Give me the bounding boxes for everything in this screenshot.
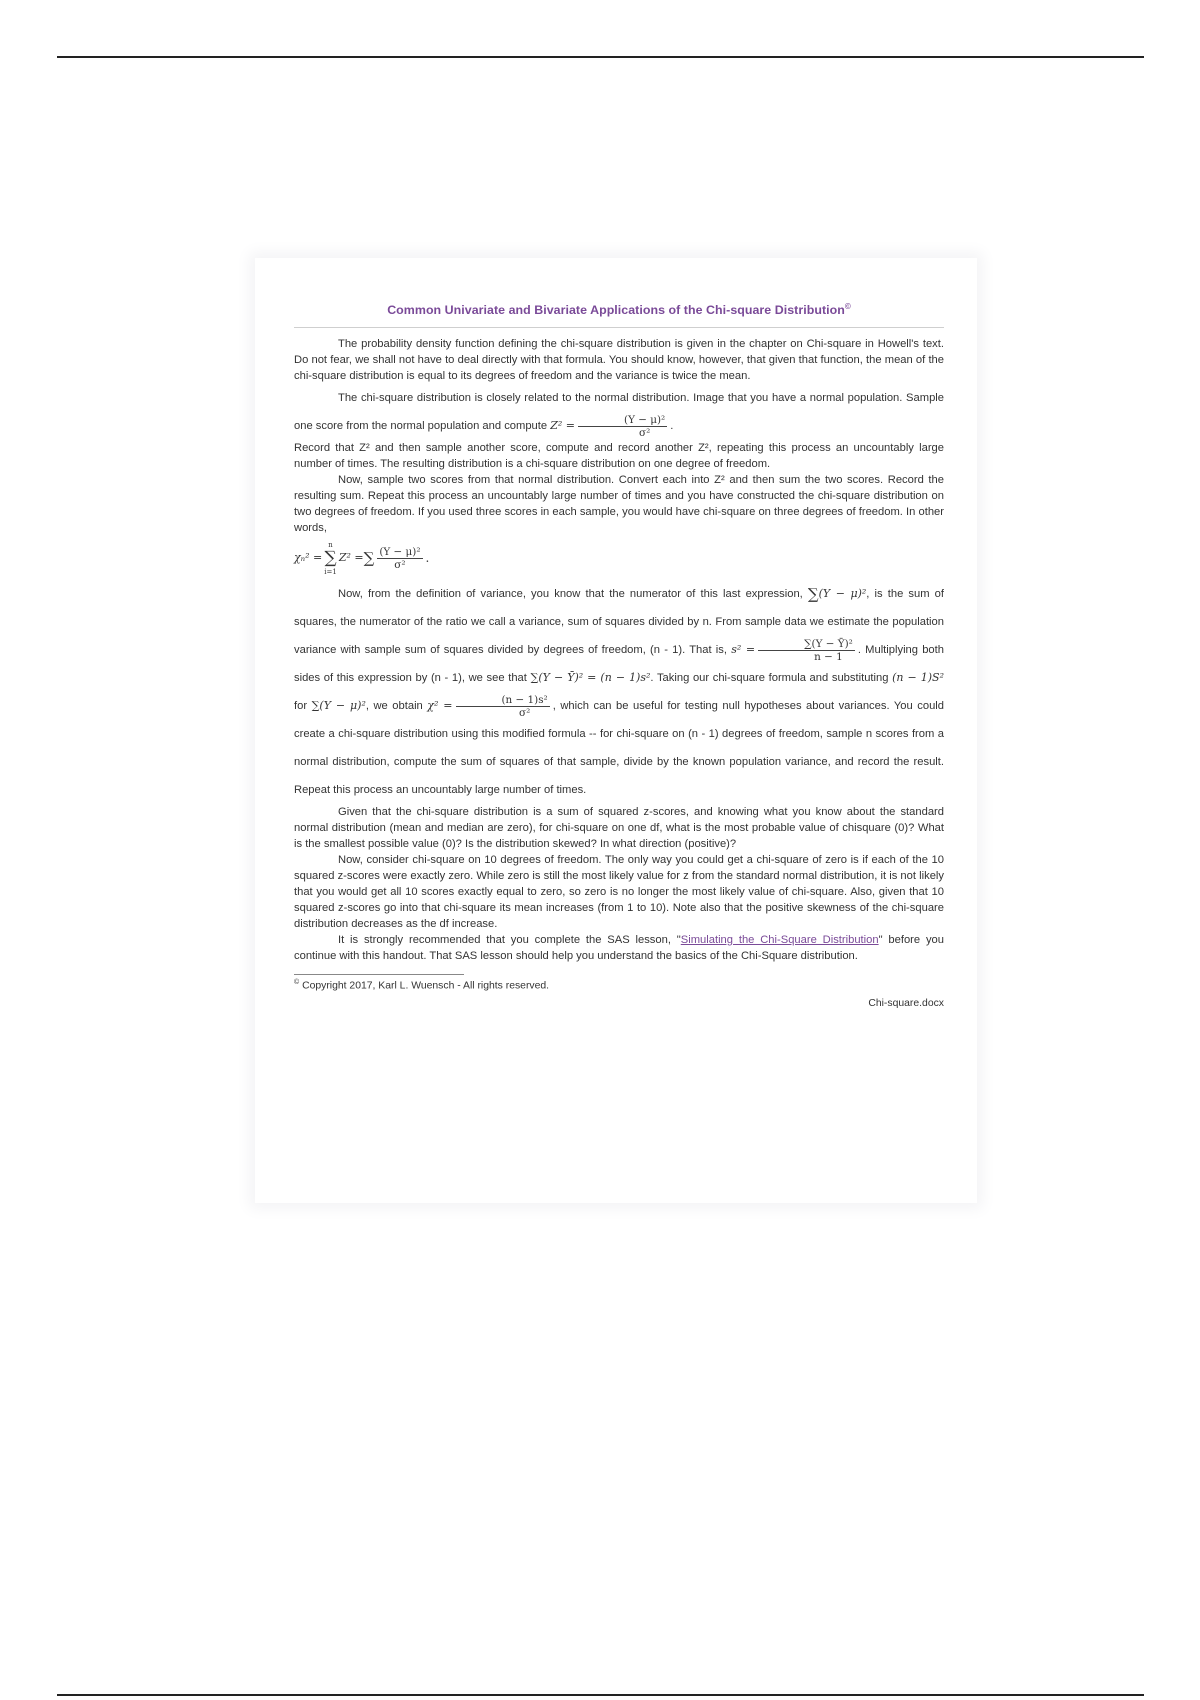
bottom-rule <box>57 1694 1144 1696</box>
sum-of-squares-expression: ∑(Y − Ȳ)² = (n − 1)s² <box>530 671 651 685</box>
file-name: Chi-square.docx <box>868 997 944 1009</box>
z2-lhs: Z² = <box>550 419 576 433</box>
top-rule <box>57 56 1144 58</box>
footnote-rule <box>294 974 464 975</box>
paragraph-7: It is strongly recommended that you complete the SAS lesson, "Simulating the Chi-Square Distribution" before you continue with this handout. That SAS lesson should help you understand the basics of the Chi-Square distribution. <box>294 934 945 963</box>
sigma-symbol: ∑ <box>363 549 375 568</box>
footnote: © Copyright 2017, Karl L. Wuensch - All rights reserved. <box>294 979 550 992</box>
paragraph-3: Now, sample two scores from that normal distribution. Convert each into Z² and then sum the two scores. Record the resulting sum. Repeat this process an uncountably large number of times and you have constructed the chi-square distribution on two degrees of freedom. If you used three scores in each sample, you would have chi-square on three degrees of freedom. In other words, <box>294 474 944 535</box>
sum-symbol-limits: n ∑ i=1 <box>324 540 337 576</box>
sample-variance-fraction: $\frac{\text{∑(Y − Ȳ)²}}{n - 1}$ <box>758 638 855 663</box>
sigma-symbol: ∑ <box>324 547 337 568</box>
paragraph-2-cont: Record that Z² and then sample another score, compute and record another Z², repeating this process an uncountably large number of times. The resulting distribution is a chi-square distribution on one degree of freedom. <box>294 442 944 471</box>
sas-lesson-link[interactable]: Simulating the Chi-Square Distribution <box>680 934 879 947</box>
title-copyright-mark: © <box>844 302 851 311</box>
document-body <box>294 336 944 964</box>
document-page <box>255 258 977 1203</box>
z2-fraction: $\frac{\text{(Y − μ)²}}{\text{σ²}}$ <box>578 414 667 439</box>
chi-square-variance-fraction: $\frac{\text{(n − 1)s²}}{\text{σ²}}$ <box>456 694 550 719</box>
document-title: Common Univariate and Bivariate Applications of the Chi-square Distribution© <box>294 302 944 328</box>
paragraph-4: Now, from the definition of variance, you know that the numerator of this last expression, ∑(Y − μ)², is the sum of squares, the numerator of the ratio we call a variance, sum of squares divided by n. From sample data we estimate the population variance with sample sum of squares divided by degrees of freedom, (n - 1). That is, s² = $\frac{\text{∑(Y − Ȳ)²}}{n - 1}$ . Multiplying both sides of this expression by (n - 1), we see that ∑(Y − Ȳ)² = (n − 1)s². Taking our chi-square formula and substituting (n − 1)S² for ∑(Y − μ)², we obtain χ² = $\frac{\text{(n − 1)s²}}{\text{σ²}}$ , which can be useful for testing null hypotheses about variances. You could create a chi-square distribution using this modified formula -- for chi-square on (n - 1) degrees of freedom, sample n scores from a normal distribution, compute the sum of squares of that sample, divide by the known population variance, and record the result. Repeat this process an uncountably large number of times. <box>294 585 945 797</box>
eq-fraction: $\frac{\text{(Y − μ)²}}{\text{σ²}}$ <box>379 545 421 571</box>
paragraph-6: Now, consider chi-square on 10 degrees of freedom. The only way you could get a chi-square of zero is if each of the 10 squared z-scores were exactly zero. While zero is still the most likely value for z from the standard normal distribution, it is not likely that you would get all 10 scores exactly equal to zero, so zero is no longer the most likely value of chi-square. Also, given that 10 squared z-scores go into that chi-square its mean increases (from 1 to 10). Note also that the positive skewness of the chi-square distribution decreases as the df increase. <box>294 854 944 931</box>
chi-square-sum-equation: χₙ² = n ∑ i=1 Z² = ∑ $\frac{\text{(Y − μ)²}}{\text{σ²}}$ . <box>294 540 430 576</box>
sigma-symbol: ∑ <box>807 585 819 604</box>
paragraph-2: The chi-square distribution is closely related to the normal distribution. Image that you have a normal population. Sample one score from the normal population and compute Z² = $\frac{\text{(Y − μ)²}}{\text{σ²}}$ . <box>294 392 944 439</box>
paragraph-1: The probability density function defining the chi-square distribution is given in the chapter on Chi-square in Howell's text. Do not fear, we shall not have to deal directly with that formula. You should know, however, that given that function, the mean of the chi-square distribution is equal to its degrees of freedom and the variance is twice the mean. <box>294 338 944 383</box>
paragraph-5: Given that the chi-square distribution is a sum of squared z-scores, and knowing what you know about the standard normal distribution (mean and median are zero), for chi-square on one df, what is the most probable value of chisquare (0)? What is the smallest possible value (0)? Is the distribution skewed? In what direction (positive)? <box>294 806 944 851</box>
